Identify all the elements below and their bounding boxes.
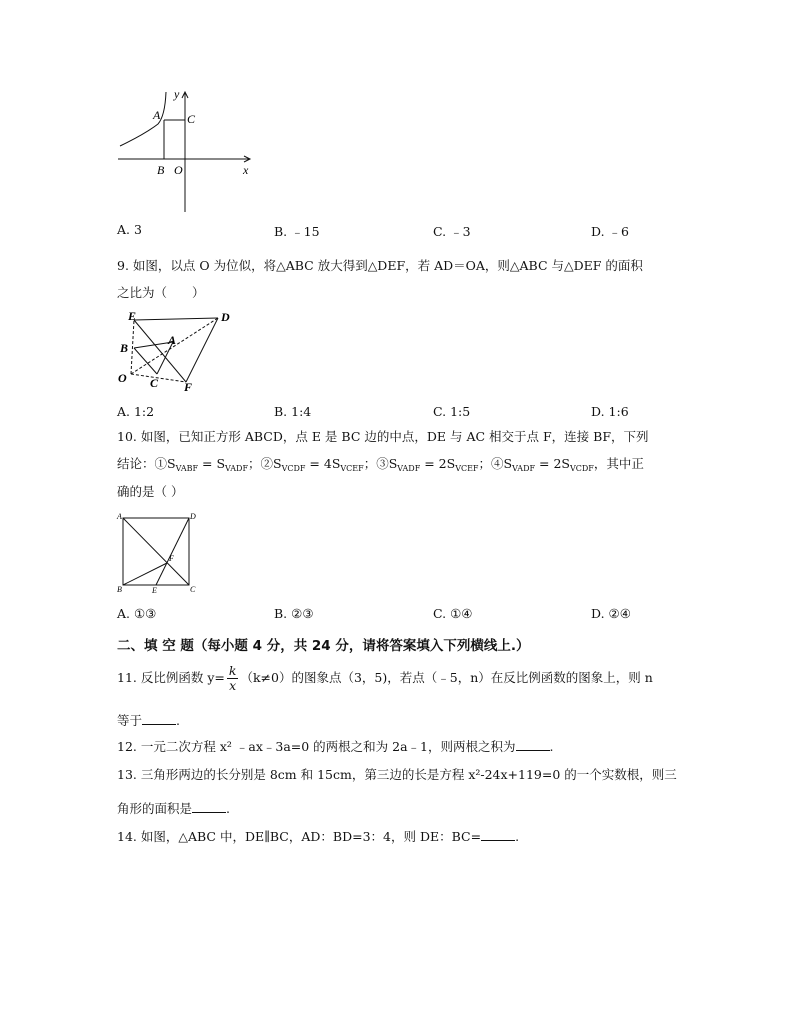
q10-c4: ；④S [478, 456, 513, 471]
q11-answer-blank[interactable] [142, 714, 176, 725]
label-D: D [221, 310, 230, 324]
q12-line [117, 738, 553, 756]
label-F: F [169, 554, 174, 563]
q10-c2: ；②S [248, 456, 282, 471]
label-E: E [152, 586, 157, 595]
eq2: = 2S [420, 456, 456, 471]
sub-adf: VADF [225, 464, 248, 473]
q9-line1: 9. 如图，以点 O 为位似，将△ABC 放大得到△DEF，若 AD＝OA，则△ABC 与△DEF 的面积 [117, 258, 643, 273]
q12-end: . [549, 739, 554, 754]
label-O: O [118, 371, 127, 385]
q13-end: . [226, 801, 230, 816]
q10-option-a[interactable]: A. ①③ [117, 606, 157, 621]
sub-cdf: VCDF [281, 464, 306, 473]
q11-line2-text: 等于 [117, 713, 143, 728]
q9-line2: 之比为（ ） [117, 285, 205, 300]
label-A: A [168, 333, 177, 347]
q10-c3: ；③S [363, 456, 398, 471]
frac-num: k [228, 663, 237, 678]
q14-end: . [515, 829, 520, 844]
q9-option-a[interactable]: A. 1:2 [117, 404, 155, 419]
q10-line2 [117, 455, 644, 478]
q13-line2 [117, 800, 230, 818]
sub-abf: VABF [175, 464, 199, 473]
label-x: x [243, 163, 249, 177]
q8-option-b[interactable]: B. ﹣15 [274, 224, 320, 239]
label-C: C [150, 376, 159, 390]
label-y: y [174, 87, 180, 101]
label-C: C [187, 112, 196, 126]
q9-figure [114, 308, 239, 396]
q12-answer-blank[interactable] [516, 740, 550, 751]
q10-figure [114, 510, 200, 596]
sub-cdf-2: VCDF [569, 464, 594, 473]
section-2-heading: 二、填 空 题（每小题 4 分，共 24 分，请将答案填入下列横线上.） [117, 638, 530, 654]
q11-suffix: （k≠0）的图象点（3，5)，若点（﹣5，n）在反比例函数的图象上，则 n [240, 670, 653, 685]
label-O: O [174, 163, 183, 177]
q14-line [117, 828, 519, 846]
label-B: B [120, 341, 129, 355]
q11-end: . [176, 713, 180, 728]
label-E: E [128, 309, 137, 323]
q10-suffix: ，其中正 [593, 456, 644, 471]
q14-text: 14. 如图，△ABC 中，DE∥BC，AD：BD=3：4，则 DE：BC= [117, 829, 482, 844]
q8-graph [110, 86, 260, 216]
q9-option-d[interactable]: D. 1:6 [591, 404, 629, 419]
label-F: F [184, 380, 193, 394]
label-B: B [117, 585, 122, 594]
fraction-k-over-x [227, 664, 239, 693]
label-D: D [190, 512, 196, 521]
q9-option-c[interactable]: C. 1:5 [433, 404, 471, 419]
q8-option-c[interactable]: C. ﹣3 [433, 224, 471, 239]
q8-option-d[interactable]: D. ﹣6 [591, 224, 629, 239]
eq2-b: = 2S [535, 456, 570, 471]
q13-answer-blank[interactable] [192, 802, 226, 813]
label-A: A [153, 108, 161, 122]
q14-answer-blank[interactable] [481, 830, 515, 841]
sub-cef-2: VCEF [455, 464, 479, 473]
label-B: B [157, 163, 165, 177]
eq: = S [198, 456, 226, 471]
q13-line1: 13. 三角形两边的长分别是 8cm 和 15cm，第三边的长是方程 x²-24x+119=0 的一个实数根，则三 [117, 767, 677, 782]
q11-prefix: 11. 反比例函数 y= [117, 670, 225, 685]
q10-c1: 结论：①S [117, 456, 176, 471]
label-A: A [117, 512, 122, 521]
sub-adf-2: VADF [397, 464, 421, 473]
q10-option-b[interactable]: B. ②③ [274, 606, 314, 621]
q11-line1 [117, 664, 653, 693]
q10-line1: 10. 如图，已知正方形 ABCD，点 E 是 BC 边的中点，DE 与 AC 相交于点 F，连接 BF，下列 [117, 429, 649, 444]
sub-adf-3: VADF [512, 464, 536, 473]
q10-option-d[interactable]: D. ②④ [591, 606, 631, 621]
q9-option-b[interactable]: B. 1:4 [274, 404, 312, 419]
q11-line2 [117, 712, 180, 730]
q12-text: 12. 一元二次方程 x² ﹣ax﹣3a=0 的两根之和为 2a﹣1，则两根之积为 [117, 739, 516, 754]
frac-den: x [229, 678, 237, 693]
q13-line2-text: 角形的面积是 [117, 801, 193, 816]
q8-option-a[interactable]: A. 3 [117, 222, 142, 237]
sub-cef: VCEF [340, 464, 364, 473]
q10-option-c[interactable]: C. ①④ [433, 606, 473, 621]
eq4: = 4S [305, 456, 341, 471]
q10-line3: 确的是（ ） [117, 484, 184, 499]
label-C: C [190, 585, 196, 594]
